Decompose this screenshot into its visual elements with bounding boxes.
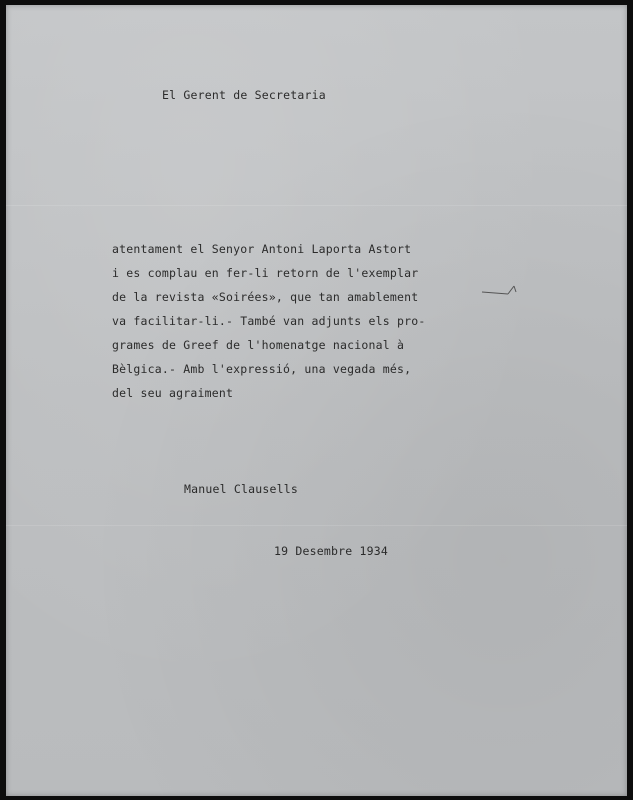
letter-heading: El Gerent de Secretaria bbox=[162, 88, 326, 102]
body-line: del seu agraiment bbox=[112, 386, 234, 400]
signature: Manuel Clausells bbox=[184, 482, 298, 496]
body-line: i es complau en fer-li retorn de l'exemplar bbox=[112, 266, 419, 280]
letter-date: 19 Desembre 1934 bbox=[274, 544, 388, 558]
body-line: Bèlgica.- Amb l'expressió, una vegada més, bbox=[112, 362, 412, 376]
paper-fold bbox=[6, 525, 627, 526]
body-line: atentament el Senyor Antoni Laporta Astort bbox=[112, 242, 412, 256]
paper-fold bbox=[6, 205, 627, 206]
letter-body bbox=[112, 237, 425, 405]
body-line: va facilitar-li.- També van adjunts els pro- bbox=[112, 314, 426, 328]
pencil-mark bbox=[480, 282, 520, 298]
body-line: grames de Greef de l'homenatge nacional à bbox=[112, 338, 405, 352]
body-line: de la revista «Soirées», que tan amablement bbox=[112, 290, 419, 304]
